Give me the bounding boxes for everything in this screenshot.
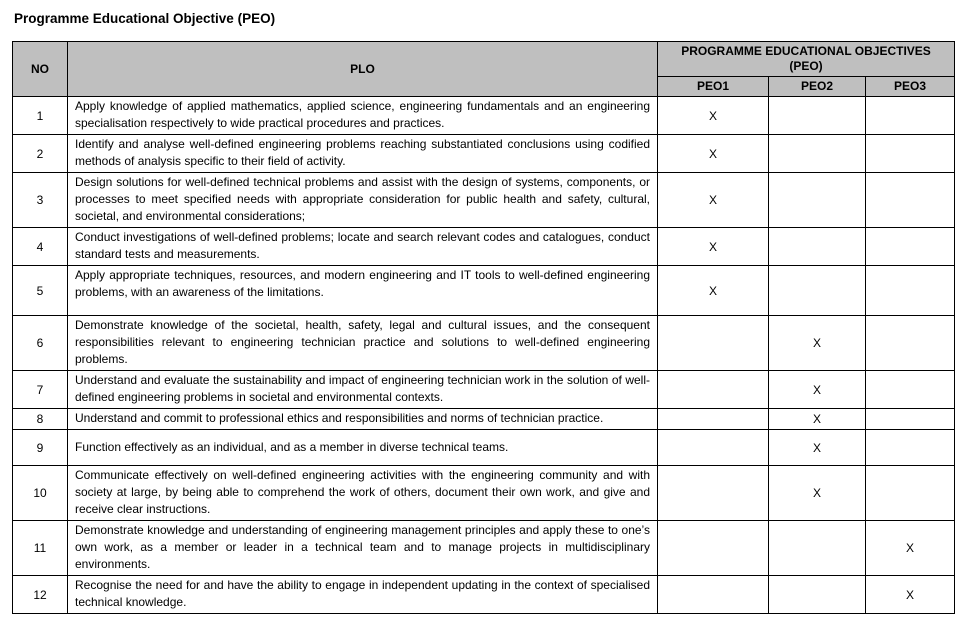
table-row [13,576,955,614]
row-number: 11 [13,521,68,576]
peo3-mark [866,409,955,430]
peo-mapping-table [12,41,955,614]
row-number: 1 [13,97,68,135]
peo2-mark: X [769,409,866,430]
row-number: 5 [13,266,68,316]
header-peo-group-line1: PROGRAMME EDUCATIONAL OBJECTIVES [681,44,931,58]
plo-text: Communicate effectively on well-defined engineering activities with the engineering community and with society at large, by being able to comprehend the work of others, document their own work, and give and receive clear instructions. [68,466,658,521]
plo-text: Identify and analyse well-defined engineering problems reaching substantiated conclusions using codified methods of analysis specific to their field of activity. [68,135,658,173]
header-peo3: PEO3 [866,77,955,97]
plo-text: Apply appropriate techniques, resources, and modern engineering and IT tools to well-defined engineering problems, with an awareness of the limitations. [68,266,658,316]
plo-text: Demonstrate knowledge of the societal, health, safety, legal and cultural issues, and the consequent responsibilities relevant to engineering technician practice and solutions to well-defined engineering problems. [68,316,658,371]
row-number: 9 [13,430,68,466]
peo3-mark: X [866,521,955,576]
row-number: 4 [13,228,68,266]
page-title: Programme Educational Objective (PEO) [14,11,276,26]
row-number: 6 [13,316,68,371]
peo1-mark: X [658,97,769,135]
peo2-mark [769,228,866,266]
peo1-mark [658,466,769,521]
peo3-mark [866,97,955,135]
plo-text: Understand and commit to professional ethics and responsibilities and norms of technician practice. [68,409,658,430]
peo2-mark [769,173,866,228]
row-number: 8 [13,409,68,430]
header-no: NO [13,42,68,97]
peo2-mark [769,135,866,173]
table-row [13,173,955,228]
table-row [13,430,955,466]
table-body [13,97,955,614]
header-peo2: PEO2 [769,77,866,97]
row-number: 10 [13,466,68,521]
table-row [13,466,955,521]
peo3-mark [866,430,955,466]
header-peo1: PEO1 [658,77,769,97]
peo1-mark [658,316,769,371]
table-row [13,521,955,576]
peo2-mark: X [769,316,866,371]
peo2-mark [769,576,866,614]
peo1-mark: X [658,173,769,228]
document-page [0,10,966,614]
plo-text: Design solutions for well-defined technical problems and assist with the design of systems, components, or processes to meet specified needs with appropriate consideration for public health and safety, cultural, societal, and environmental considerations; [68,173,658,228]
plo-text: Apply knowledge of applied mathematics, applied science, engineering fundamentals and an engineering specialisation respectively to wide practical procedures and practices. [68,97,658,135]
peo1-mark [658,576,769,614]
plo-text: Conduct investigations of well-defined problems; locate and search relevant codes and catalogues, conduct standard tests and measurements. [68,228,658,266]
peo3-mark: X [866,576,955,614]
plo-text: Demonstrate knowledge and understanding of engineering management principles and apply these to one’s own work, as a member or leader in a technical team and to manage projects in multidisciplinary environments. [68,521,658,576]
peo3-mark [866,316,955,371]
row-number: 3 [13,173,68,228]
peo2-mark [769,266,866,316]
plo-text: Function effectively as an individual, and as a member in diverse technical teams. [68,430,658,466]
peo2-mark: X [769,371,866,409]
plo-text: Recognise the need for and have the ability to engage in independent updating in the context of specialised technical knowledge. [68,576,658,614]
peo1-mark: X [658,266,769,316]
row-number: 2 [13,135,68,173]
table-header [13,42,955,97]
table-row [13,97,955,135]
peo3-mark [866,173,955,228]
peo1-mark: X [658,228,769,266]
peo3-mark [866,466,955,521]
table-row [13,228,955,266]
row-number: 7 [13,371,68,409]
table-row [13,316,955,371]
peo3-mark [866,228,955,266]
peo2-mark: X [769,430,866,466]
table-row [13,409,955,430]
table-row [13,135,955,173]
peo3-mark [866,266,955,316]
peo2-mark: X [769,466,866,521]
plo-text: Understand and evaluate the sustainability and impact of engineering technician work in the solution of well-defined engineering problems in societal and environmental contexts. [68,371,658,409]
peo1-mark [658,521,769,576]
peo2-mark [769,521,866,576]
peo3-mark [866,135,955,173]
row-number: 12 [13,576,68,614]
header-plo: PLO [68,42,658,97]
peo1-mark [658,430,769,466]
peo1-mark: X [658,135,769,173]
table-row [13,266,955,316]
peo1-mark [658,409,769,430]
header-row-main [13,42,955,77]
peo3-mark [866,371,955,409]
peo1-mark [658,371,769,409]
header-peo-group [658,42,955,77]
header-peo-group-line2: (PEO) [789,59,823,73]
table-row [13,371,955,409]
peo2-mark [769,97,866,135]
